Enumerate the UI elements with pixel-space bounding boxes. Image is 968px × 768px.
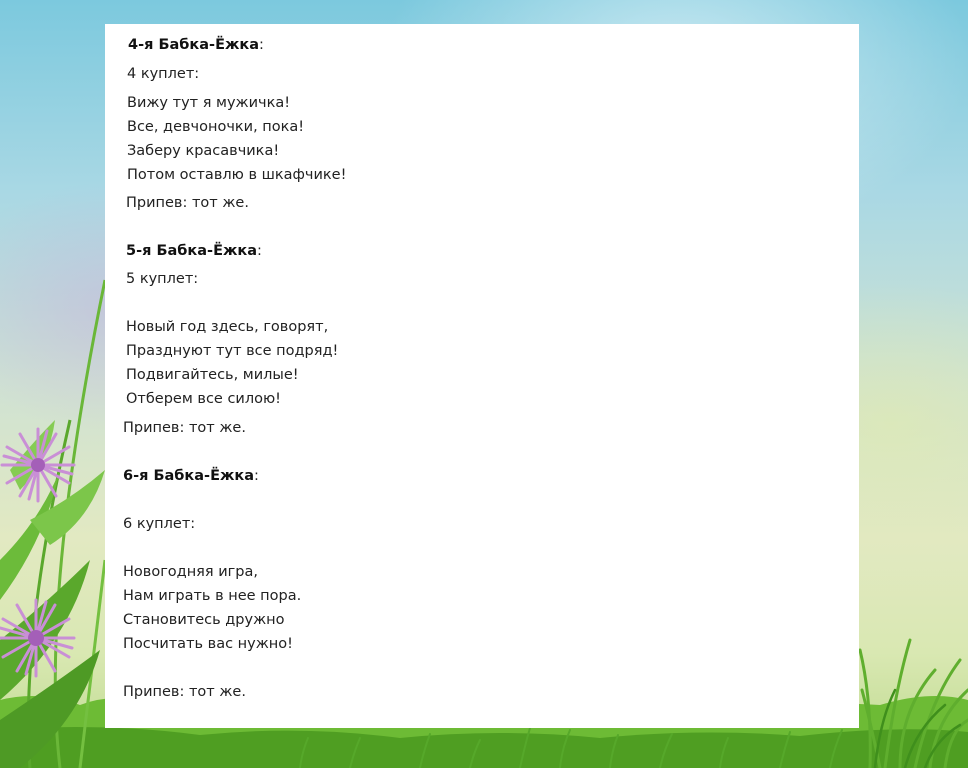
heading-5: 5-я Бабка-Ёжка: (126, 243, 262, 259)
verse-line: Посчитать вас нужно! (123, 636, 293, 652)
verse-line: Празднуют тут все подряд! (126, 343, 339, 359)
chorus-line: Припев: тот же. (123, 684, 246, 700)
couplet-label-5: 5 куплет: (126, 271, 199, 287)
chorus-line: Припев: тот же. (126, 195, 249, 211)
chorus-line: Припев: тот же. (123, 420, 246, 436)
verse-line: Становитесь дружно (123, 612, 285, 628)
verse-line: Отберем все силою! (126, 391, 281, 407)
left-plant (0, 280, 105, 768)
verse-line: Новый год здесь, говорят, (126, 319, 329, 335)
heading-6: 6-я Бабка-Ёжка: (123, 468, 259, 484)
verse-line: Новогодняя игра, (123, 564, 258, 580)
verse-line: Вижу тут я мужичка! (127, 95, 291, 111)
verse-line: Заберу красавчика! (127, 143, 280, 159)
verse-line: Потом оставлю в шкафчике! (127, 167, 347, 183)
verse-line: Все, девчоночки, пока! (127, 119, 305, 135)
couplet-label-4: 4 куплет: (127, 66, 200, 82)
verse-line: Нам играть в нее пора. (123, 588, 302, 604)
verse-line: Подвигайтесь, милые! (126, 367, 299, 383)
couplet-label-6: 6 куплет: (123, 516, 196, 532)
heading-4: 4-я Бабка-Ёжка: (128, 37, 264, 53)
text-page (105, 24, 859, 728)
